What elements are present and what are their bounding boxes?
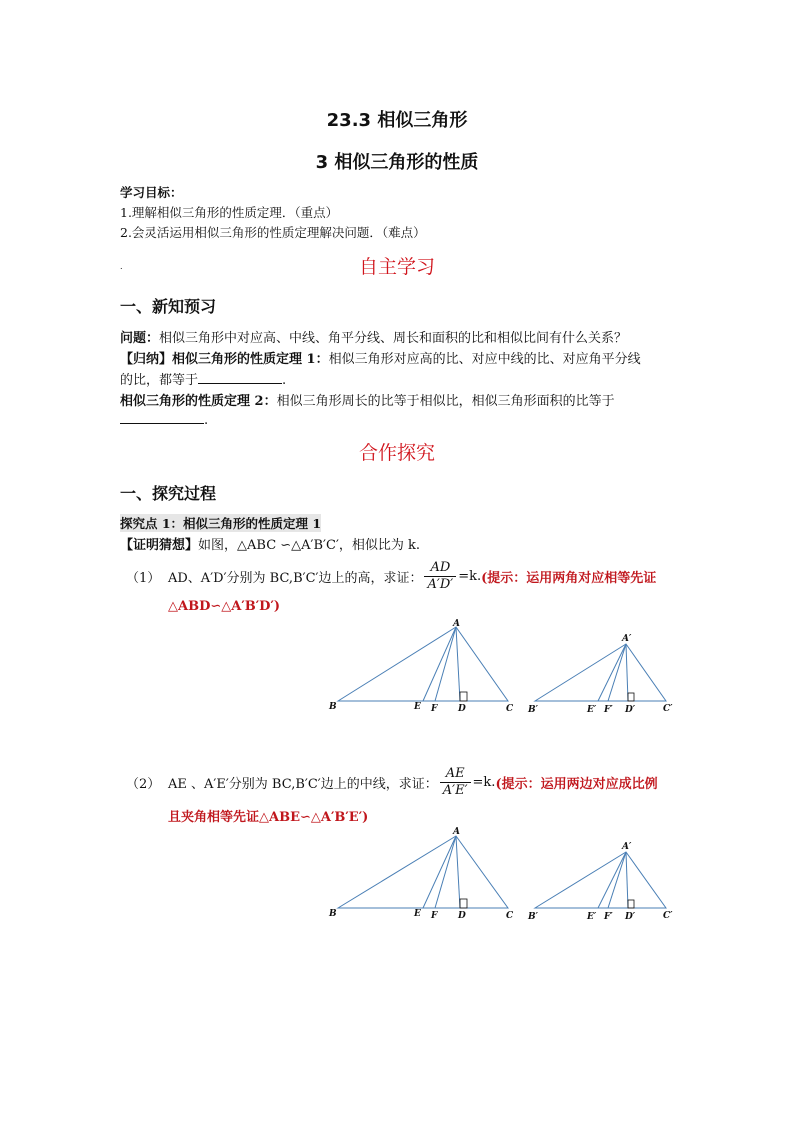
q1-line	[168, 557, 656, 595]
q1-fraction	[424, 560, 456, 593]
q2-number: （2）	[126, 777, 161, 792]
label-f-prime: F′	[604, 705, 613, 715]
q1-eq: =k.	[458, 568, 482, 584]
label-e: E	[414, 702, 421, 712]
label-f: F	[431, 704, 438, 714]
triangle-a-prime	[535, 644, 666, 701]
theorem2-line	[120, 390, 615, 409]
objective-1: 1.理解相似三角形的性质定理．（重点）	[120, 205, 339, 220]
question-label: 问题：	[120, 331, 160, 346]
label-d-prime-2: D′	[625, 912, 636, 922]
figure-2	[320, 822, 680, 922]
proof-label: 【证明猜想】	[120, 538, 199, 553]
induce-text: 相似三角形对应高的比、对应中线的比、对应角平分线	[328, 352, 641, 367]
q2-frac-num: AE	[445, 765, 465, 781]
induce-label: 【归纳】相似三角形的性质定理 1：	[120, 352, 329, 367]
q2-line	[168, 763, 658, 801]
label-f-2: F	[431, 911, 438, 921]
q1-frac-num: AD	[430, 559, 451, 575]
label-b-2: B	[329, 909, 337, 919]
label-d-2: D	[458, 911, 466, 921]
induce-line-2	[120, 369, 286, 388]
stray-dot: .	[120, 262, 123, 271]
q1-frac-den: A′D′	[424, 576, 456, 593]
triangle-a-prime-2	[535, 852, 666, 908]
objective-2: 2.会灵活运用相似三角形的性质定理解决问题．（难点）	[120, 225, 426, 240]
label-e-2: E	[414, 909, 421, 919]
section-banner-self-study: 自主学习	[358, 256, 435, 278]
q2-eq: =k.	[472, 774, 496, 790]
answer-blank-2[interactable]	[120, 411, 204, 424]
q1-text: AD、A′D′分别为 BC,B′C′边上的高，求证：	[168, 570, 423, 586]
triangle-abc-2	[338, 836, 508, 908]
page-title: 23.3 相似三角形	[326, 110, 468, 131]
question-text: 相似三角形中对应高、中线、角平分线、周长和面积的比和相似比间有什么关系？	[159, 331, 628, 346]
q1-hint: (提示：运用两角对应相等先证	[481, 570, 657, 586]
q2-text: AE 、A′E′分别为 BC,B′C′边上的中线，求证：	[168, 776, 438, 792]
q1-number: （1）	[126, 571, 161, 586]
theorem2-line-2	[120, 411, 208, 428]
label-f-prime-2: F′	[604, 912, 613, 922]
section-heading-explore: 一、探究过程	[120, 484, 217, 503]
q2-frac-den: A′E′	[440, 782, 471, 799]
question-line	[120, 327, 627, 346]
label-a-2: A	[453, 827, 460, 837]
theorem2-end: .	[204, 413, 209, 428]
section-heading-preview: 一、新知预习	[120, 297, 217, 316]
label-b-prime-2: B′	[528, 912, 538, 922]
label-a-prime-2: A′	[622, 842, 632, 852]
proof-line	[120, 534, 420, 553]
q2-fraction	[440, 766, 471, 799]
label-d-prime: D′	[625, 705, 636, 715]
label-b: B	[329, 702, 337, 712]
induce-end: .	[282, 373, 287, 388]
label-b-prime: B′	[528, 705, 538, 715]
answer-blank-1[interactable]	[198, 371, 282, 384]
label-a-prime: A′	[622, 634, 632, 644]
objectives-label: 学习目标：	[120, 185, 183, 200]
section-banner-cooperative: 合作探究	[358, 442, 435, 464]
induce-text-2: 的比，都等于	[120, 373, 199, 388]
label-a: A	[453, 619, 460, 629]
proof-text: 如图，△ABC ∽△A′B′C′，相似比为 k.	[198, 538, 421, 553]
label-e-prime: E′	[587, 705, 597, 715]
page-subtitle: 3 相似三角形的性质	[315, 152, 479, 173]
induce-line	[120, 348, 641, 367]
label-c-2: C	[506, 911, 514, 921]
triangle-abc	[338, 627, 508, 701]
label-c-prime: C′	[663, 704, 673, 714]
explore-point-label: 探究点 1：相似三角形的性质定理 1	[120, 516, 322, 531]
theorem2-label: 相似三角形的性质定理 2：	[120, 394, 277, 409]
q1-hint-2: △ABD∽△A′B′D′)	[168, 599, 281, 614]
theorem2-text: 相似三角形周长的比等于相似比，相似三角形面积的比等于	[276, 394, 615, 409]
q2-hint-2: 且夹角相等先证△ABE∽△A′B′E′)	[168, 810, 369, 825]
label-c: C	[506, 704, 514, 714]
figure-1	[320, 615, 680, 715]
label-c-prime-2: C′	[663, 911, 673, 921]
label-d: D	[458, 704, 466, 714]
label-e-prime-2: E′	[587, 912, 597, 922]
q2-hint: (提示：运用两边对应成比例	[495, 776, 658, 792]
